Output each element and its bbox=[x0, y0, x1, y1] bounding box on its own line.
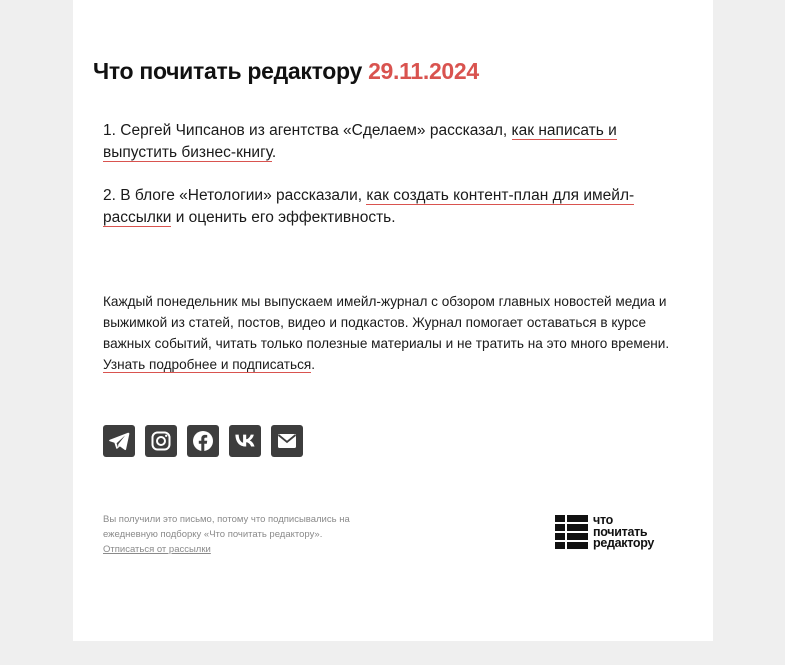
email-icon bbox=[275, 429, 299, 453]
description-text: Каждый понедельник мы выпускаем имейл-журнал с обзором главных новостей медиа и выжимкой из статей, постов, видео и подкастов. Журнал помогает оставаться в курсе важных событий, читать только полезные материалы и не тратить на это много времени. bbox=[103, 294, 670, 351]
telegram-icon bbox=[107, 429, 131, 453]
vk-icon bbox=[233, 429, 257, 453]
logo-line: почитать bbox=[593, 524, 648, 539]
item-text-after: . bbox=[271, 144, 277, 161]
item-number: 1. bbox=[103, 122, 116, 139]
logo-wordmark bbox=[593, 515, 654, 550]
item-number: 2. bbox=[103, 187, 116, 204]
telegram-button[interactable] bbox=[103, 425, 135, 457]
article-link[interactable]: как написать и выпустить бизнес-книгу bbox=[103, 122, 617, 161]
vk-button[interactable] bbox=[229, 425, 261, 457]
logo-line: редактору bbox=[593, 536, 655, 550]
email-button[interactable] bbox=[271, 425, 303, 457]
brand-logo bbox=[555, 515, 654, 550]
title-text: Что почитать редактору bbox=[93, 58, 362, 84]
instagram-button[interactable] bbox=[145, 425, 177, 457]
list-item bbox=[103, 120, 673, 164]
list-item bbox=[103, 185, 673, 229]
description-text-after: . bbox=[311, 357, 316, 372]
subscription-reason: Вы получили это письмо, потому что подписывались на ежедневную подборку «Что почитать редактору». bbox=[103, 514, 350, 540]
subscribe-link[interactable]: Узнать подробнее и подписаться bbox=[103, 357, 312, 372]
instagram-icon bbox=[149, 429, 173, 453]
email-card bbox=[73, 0, 713, 641]
newsletter-description bbox=[103, 291, 693, 375]
logo-stripes-icon bbox=[555, 515, 588, 549]
facebook-button[interactable] bbox=[187, 425, 219, 457]
article-link[interactable]: как создать контент-план для имейл-рассылки bbox=[103, 187, 635, 226]
item-text: В блоге «Нетологии» рассказали, bbox=[120, 187, 363, 204]
article-list bbox=[103, 120, 673, 250]
unsubscribe-link[interactable]: Отписаться от рассылки bbox=[103, 544, 211, 555]
page-title bbox=[93, 58, 479, 85]
facebook-icon bbox=[191, 429, 215, 453]
footer-note bbox=[103, 512, 393, 557]
item-text-after: и оценить его эффективность. bbox=[175, 209, 396, 226]
item-text: Сергей Чипсанов из агентства «Сделаем» рассказал, bbox=[120, 122, 508, 139]
logo-line: что bbox=[593, 513, 613, 527]
issue-date: 29.11.2024 bbox=[368, 58, 479, 84]
social-links bbox=[103, 425, 303, 457]
